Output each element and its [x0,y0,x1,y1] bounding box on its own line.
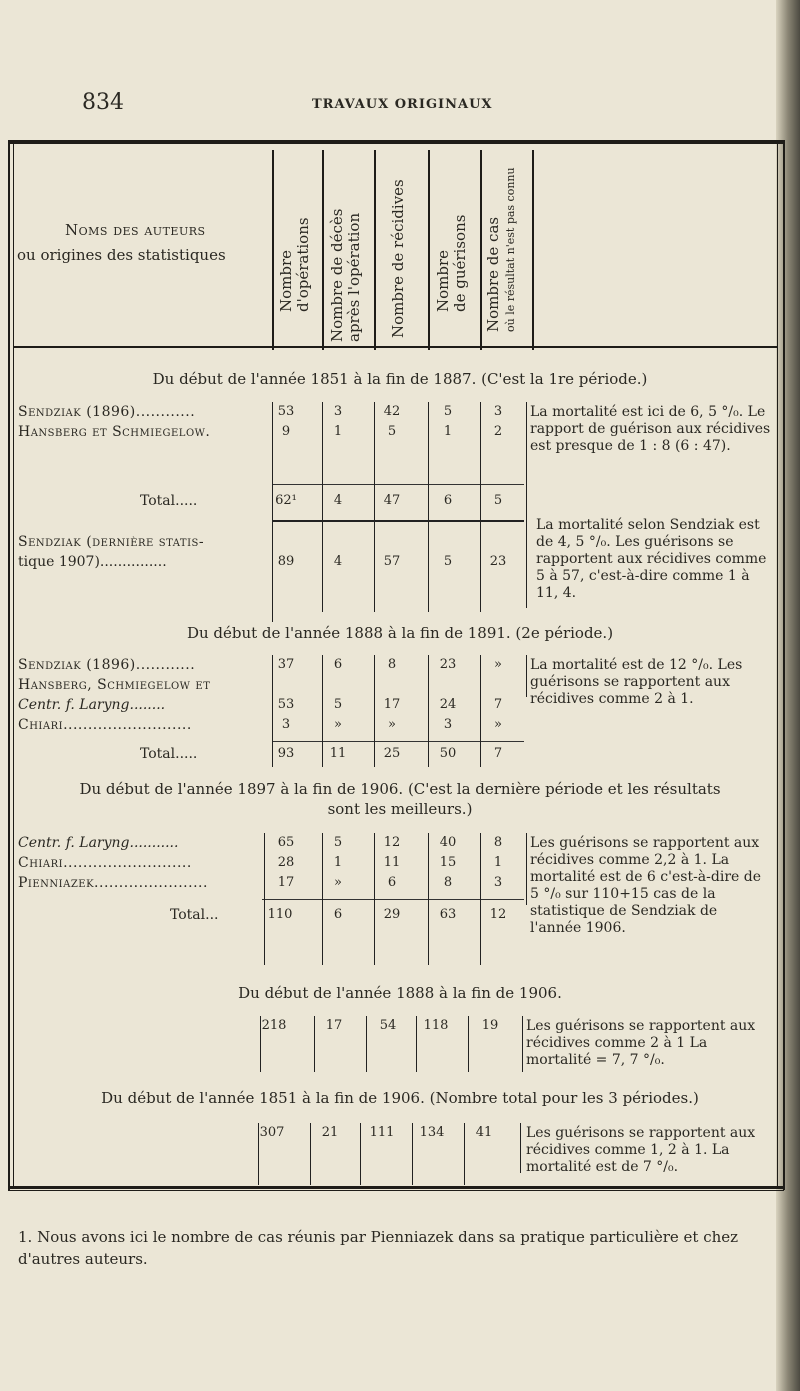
cell-sep [412,1123,413,1185]
total-label: Total... [170,907,219,923]
cell: 23 [489,554,507,569]
footnote: 1. Nous avons ici le nombre de cas réunis par Pienniazek dans sa pratique particulière et chez d'autres auteurs. [18,1228,739,1268]
cell-sep [374,833,375,965]
cell: 1 [333,424,343,439]
cell: 57 [383,554,401,569]
cell: 134 [419,1125,445,1140]
cell: 12 [489,907,507,922]
cell: 6 [333,907,343,922]
row-name: Pienniazek....................... [18,875,208,891]
row-name: Chiari.......................... [18,717,192,733]
cell: » [334,875,342,890]
cell: 4 [333,554,343,569]
section-title-4: Du début de l'année 1888 à la fin de 1906. [238,984,562,1002]
cell-sep [258,1123,259,1185]
note: La mortalité est de 12 °/₀. Les guérisons se rapportent aux récidives comme 2 à 1. [530,657,743,707]
cell-sep [526,655,527,697]
cell: 53 [277,697,295,712]
section-title-5: Du début de l'année 1851 à la fin de 1906. (Nombre total pour les 3 périodes.) [101,1089,699,1107]
col-sep [272,150,274,350]
cell: 17 [277,875,295,890]
cell: 307 [259,1125,285,1140]
table-right-border-inner [777,144,778,1186]
cell-sep [322,402,323,612]
cell: 3 [493,404,503,419]
col-sep [322,150,324,350]
cell-sep [464,1123,465,1185]
cell-sep [416,1016,417,1072]
row-name: Sendziak (dernière statis- [18,534,205,550]
cell: 42 [383,404,401,419]
cell: » [334,717,342,732]
cell: 111 [369,1125,395,1140]
cell: 89 [277,554,295,569]
cell: 110 [267,907,293,922]
cell: 1 [443,424,453,439]
row-name: Sendziak (1896)............ [18,404,196,420]
cell: 47 [383,493,401,508]
total-label: Total..... [140,493,198,509]
cell-sep [522,1016,523,1072]
col-sep [374,150,376,350]
cell: 5 [443,404,453,419]
cell: 24 [439,697,457,712]
total-rule [262,899,524,900]
cell-sep [374,655,375,767]
page-number: 834 [82,90,124,115]
cell: 8 [443,875,453,890]
col-header-recurrences: Nombre de récidives [389,179,407,338]
cell: 3 [333,404,343,419]
cell: 6 [443,493,453,508]
cell-sep [360,1123,361,1185]
cell-sep [480,402,481,612]
col-sep [480,150,482,350]
cell-sep [526,402,527,608]
cell-sep [468,1016,469,1072]
note: La mortalité selon Sendziak est de 4, 5 °/₀. Les guérisons se rapportent aux récidives comme 5 à 57, c'est-à-dire comme 1 à 11, 4. [536,517,767,601]
row-name: tique 1907)............... [18,554,167,570]
cell: 65 [277,835,295,850]
cell-sep [428,833,429,965]
cell: 29 [383,907,401,922]
cell: » [494,717,502,732]
col-header-unknown: Nombre de cas où le résultat n'est pas connu [484,167,517,332]
col-sep [532,150,534,350]
cell: 218 [261,1018,287,1033]
total-rule [272,741,524,742]
double-rule [272,520,524,522]
cell: 2 [493,424,503,439]
cell: 40 [439,835,457,850]
cell: 21 [321,1125,339,1140]
row-name: Hansberg et Schmiegelow. [18,424,211,440]
cell: 3 [493,875,503,890]
cell: 54 [379,1018,397,1033]
cell: 11 [383,855,401,870]
cell: 1 [493,855,503,870]
cell-sep [260,1016,261,1072]
row-name: Hansberg, Schmiegelow et [18,677,211,693]
author-col-header: Noms des auteurs [65,221,206,239]
cell-sep [428,402,429,612]
cell: 4 [333,493,343,508]
table-bottom-rule [8,1186,784,1189]
cell: 9 [281,424,291,439]
running-title: TRAVAUX ORIGINAUX [312,97,493,112]
cell-sep [272,402,273,622]
cell: 15 [439,855,457,870]
section-title-3: Du début de l'année 1897 à la fin de 1906. (C'est la dernière période et les résultats [79,780,721,798]
author-col-header-2: ou origines des statistiques [17,246,226,264]
cell: 6 [333,657,343,672]
section-title-2: Du début de l'année 1888 à la fin de 1891. (2e période.) [186,624,614,642]
note: Les guérisons se rapportent aux récidives comme 1, 2 à 1. La mortalité est de 7 °/₀. [526,1125,756,1175]
cell: 62¹ [275,493,297,508]
cell-sep [480,833,481,965]
row-name: Chiari.......................... [18,855,192,871]
row-name: Centr. f. Laryng........ [18,697,166,713]
cell-sep [480,655,481,767]
cell: 5 [333,697,343,712]
cell: 63 [439,907,457,922]
cell: 7 [493,746,503,761]
cell: 19 [481,1018,499,1033]
cell: 41 [475,1125,493,1140]
cell: 3 [443,717,453,732]
cell-sep [310,1123,311,1185]
cell-sep [428,655,429,767]
cell: » [494,657,502,672]
cell: 28 [277,855,295,870]
note: Les guérisons se rapportent aux récidives comme 2 à 1 La mortalité = 7, 7 °/₀. [526,1018,756,1068]
cell-sep [264,833,265,965]
cell: 23 [439,657,457,672]
cell: 8 [387,657,397,672]
cell-sep [520,1123,521,1173]
table-top-rule-thin [8,143,784,144]
cell: 6 [387,875,397,890]
row-name: Sendziak (1896)............ [18,657,196,673]
col-header-deaths: Nombre de décès après l'opération [328,208,363,342]
cell: 5 [333,835,343,850]
section-title-3b: sont les meilleurs.) [327,800,473,818]
cell: 17 [325,1018,343,1033]
table-right-border [783,140,785,1190]
col-header-cures: Nombre de guérisons [434,214,469,312]
total-label: Total..... [140,746,198,762]
total-rule [272,484,524,485]
cell: 50 [439,746,457,761]
table-left-border-inner [13,144,14,1186]
note: Les guérisons se rapportent aux récidives comme 2,2 à 1. La mortalité est de 6 c'est-à-dire de 5 °/₀ sur 110+15 cas de la statistique de Sendziak de l'année 1906. [530,835,761,936]
cell: 12 [383,835,401,850]
cell: » [388,717,396,732]
cell: 1 [333,855,343,870]
cell: 37 [277,657,295,672]
cell-sep [366,1016,367,1072]
section-title-1: Du début de l'année 1851 à la fin de 1887. (C'est la 1re période.) [152,370,648,388]
cell: 3 [281,717,291,732]
book-spine-edge [776,0,800,1391]
note: La mortalité est ici de 6, 5 °/₀. Le rapport de guérison aux récidives est presque de 1 : 8 (6 : 47). [530,404,771,454]
cell: 93 [277,746,295,761]
col-header-operations: Nombre d'opérations [277,217,312,312]
cell-sep [272,655,273,767]
table-bottom-rule-thin [8,1190,784,1191]
cell: 25 [383,746,401,761]
cell-sep [526,833,527,905]
cell: 5 [387,424,397,439]
cell-sep [314,1016,315,1072]
cell-sep [374,402,375,612]
col-sep [428,150,430,350]
cell: 53 [277,404,295,419]
cell: 5 [493,493,503,508]
cell-sep [322,655,323,767]
row-name: Centr. f. Laryng........... [18,835,179,851]
cell: 17 [383,697,401,712]
header-bottom-rule [14,346,777,348]
cell-sep [322,833,323,965]
table-left-border [8,140,10,1190]
cell: 118 [423,1018,449,1033]
cell: 11 [329,746,347,761]
cell: 8 [493,835,503,850]
cell: 7 [493,697,503,712]
cell: 5 [443,554,453,569]
